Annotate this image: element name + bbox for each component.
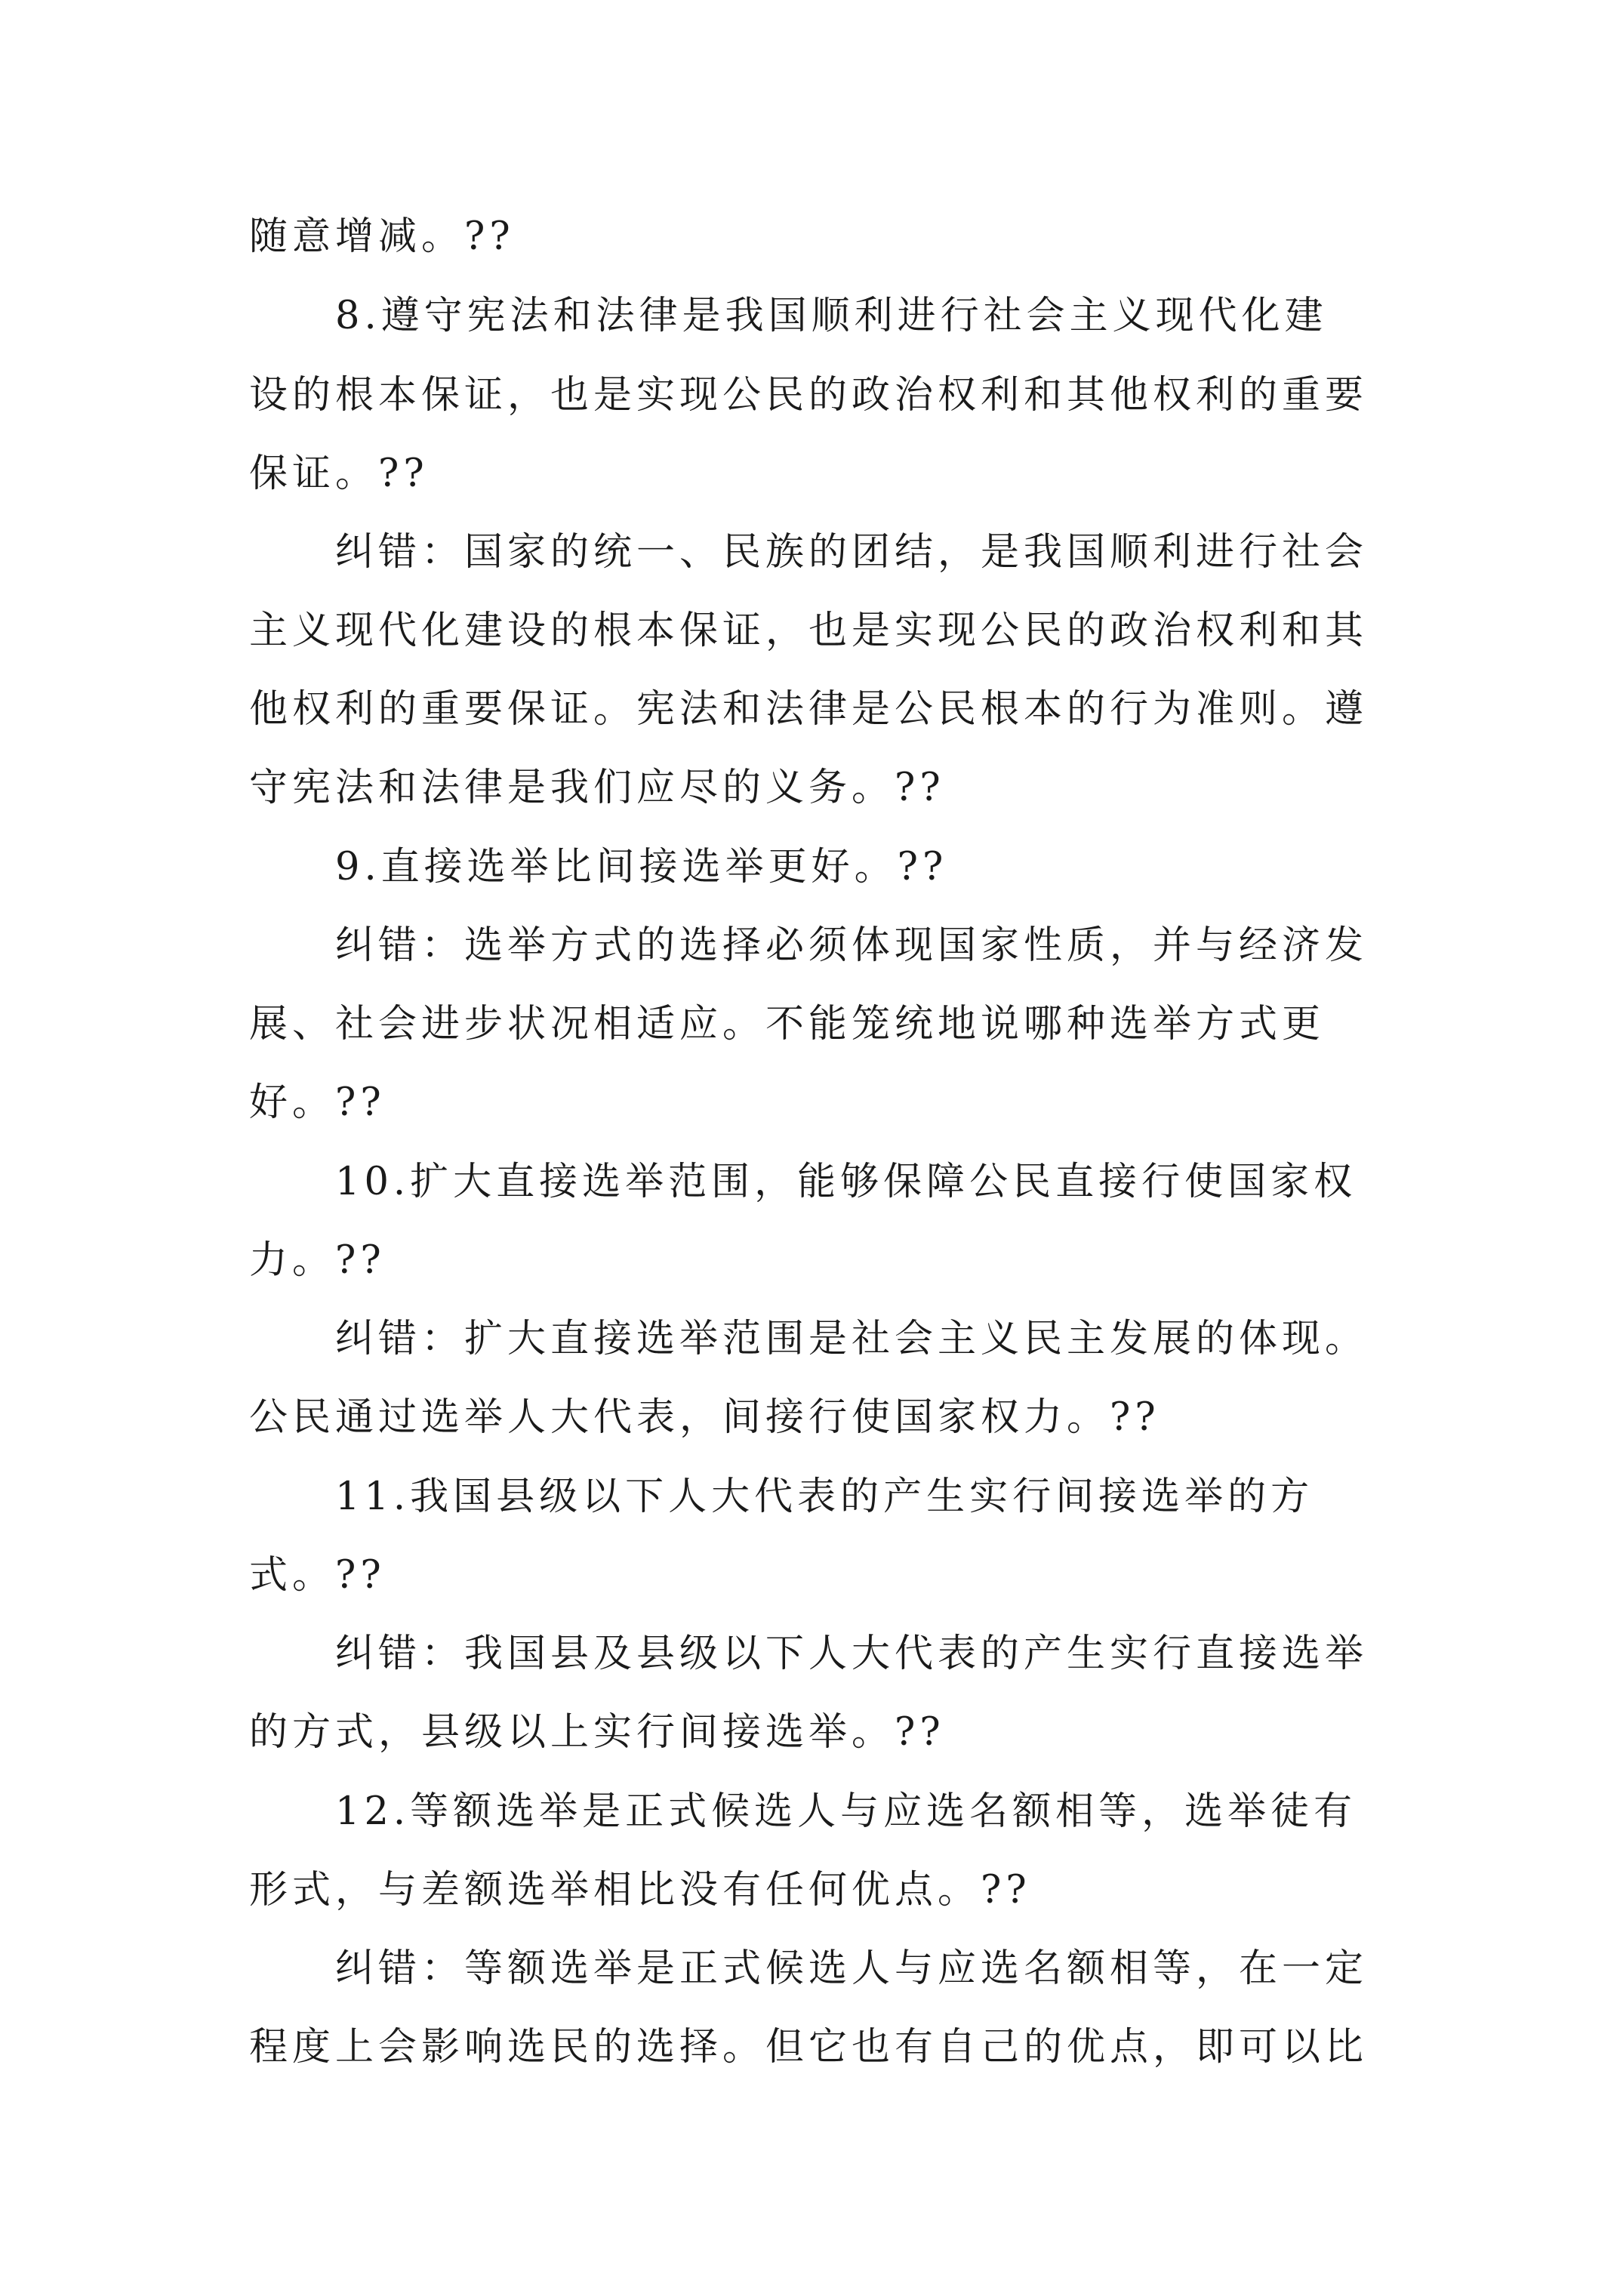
text-line: 11.我国县级以下人大代表的产生实行间接选举的方: [335, 1475, 1314, 1519]
text-line: 程度上会影响选民的选择。但它也有自己的优点，即可以比: [249, 2025, 1369, 2069]
text-line: 好。??: [249, 1080, 386, 1125]
text-line: 纠错：选举方式的选择必须体现国家性质，并与经济发: [335, 923, 1369, 968]
text-line: 10.扩大直接选举范围，能够保障公民直接行使国家权: [335, 1160, 1357, 1204]
text-line: 设的根本保证，也是实现公民的政治权利和其他权利的重要: [249, 373, 1369, 418]
text-line: 纠错：我国县及县级以下人大代表的产生实行直接选举: [335, 1632, 1369, 1676]
text-line: 主义现代化建设的根本保证，也是实现公民的政治权利和其: [249, 609, 1369, 653]
text-line: 纠错：扩大直接选举范围是社会主义民主发展的体现。: [335, 1317, 1369, 1361]
text-line: 的方式，县级以上实行间接选举。??: [249, 1710, 945, 1755]
text-line: 守宪法和法律是我们应尽的义务。??: [249, 766, 945, 810]
text-line: 式。??: [249, 1553, 386, 1598]
text-line: 8.遵守宪法和法律是我国顺利进行社会主义现代化建: [335, 294, 1328, 338]
text-line: 公民通过选举人大代表，间接行使国家权力。??: [249, 1395, 1160, 1440]
text-line: 他权利的重要保证。宪法和法律是公民根本的行为准则。遵: [249, 687, 1369, 732]
text-line: 纠错：国家的统一、民族的团结，是我国顺利进行社会: [335, 530, 1369, 575]
text-line: 展、社会进步状况相适应。不能笼统地说哪种选举方式更: [249, 1002, 1326, 1046]
text-line: 9.直接选举比间接选举更好。??: [335, 845, 948, 889]
text-line: 纠错：等额选举是正式候选人与应选名额相等，在一定: [335, 1946, 1369, 1991]
text-line: 形式，与差额选举相比没有任何优点。??: [249, 1868, 1031, 1912]
text-line: 保证。??: [249, 451, 429, 496]
text-line: 12.等额选举是正式候选人与应选名额相等，选举徒有: [335, 1789, 1357, 1834]
text-line: 随意增减。??: [249, 214, 515, 259]
text-line: 力。??: [249, 1238, 386, 1283]
